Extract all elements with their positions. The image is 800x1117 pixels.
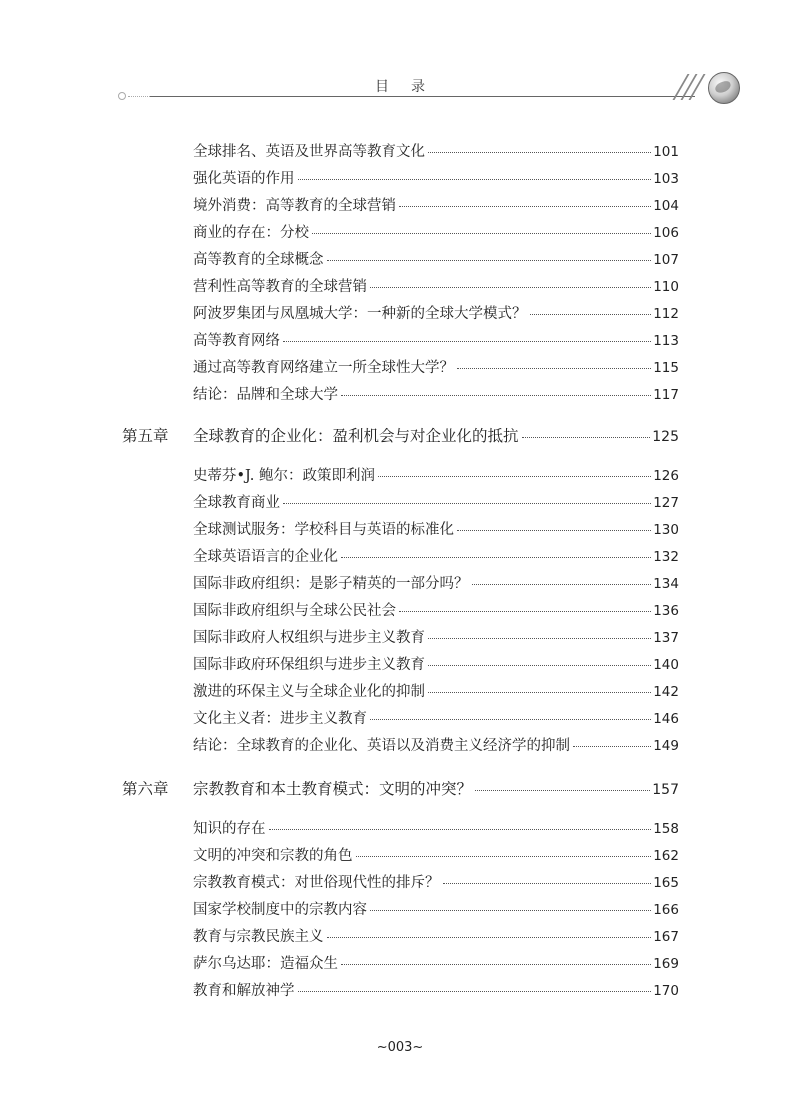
toc-section-entry[interactable]: [193, 518, 679, 539]
dot-leader: [341, 557, 651, 558]
toc-section-entry[interactable]: [193, 653, 679, 674]
toc-page-number: 115: [653, 360, 679, 376]
toc-entry-title: 文明的冲突和宗教的角色: [193, 848, 353, 864]
toc-section-entry[interactable]: [193, 952, 679, 973]
toc-page-number: 140: [653, 657, 679, 673]
toc-section-entry[interactable]: [193, 898, 679, 919]
toc-section-entry[interactable]: [193, 734, 679, 755]
toc-section-entry[interactable]: [193, 275, 679, 296]
toc-section-entry[interactable]: [193, 356, 679, 377]
toc-section-entry[interactable]: [193, 221, 679, 242]
toc-page-number: 117: [653, 387, 679, 403]
dot-leader: [428, 152, 651, 153]
toc-page-number: 106: [653, 225, 679, 241]
toc-section-entry[interactable]: [193, 545, 679, 566]
toc-section-entry[interactable]: [193, 572, 679, 593]
toc-section-entry[interactable]: [193, 626, 679, 647]
dot-leader: [522, 437, 651, 438]
toc-entry-title: 国际非政府环保组织与进步主义教育: [193, 657, 425, 673]
toc-section-entry[interactable]: [193, 599, 679, 620]
toc-entry-title: 宗教教育和本土教育模式：文明的冲突？: [193, 780, 473, 798]
toc-entry-title: 国际非政府人权组织与进步主义教育: [193, 630, 425, 646]
dot-leader: [457, 368, 651, 369]
toc-page-number: 127: [653, 495, 679, 511]
toc-entry-title: 阿波罗集团与凤凰城大学：一种新的全球大学模式？: [193, 306, 527, 322]
toc-page-number: 112: [653, 306, 679, 322]
page-title: 目录: [375, 79, 447, 95]
toc-section-entry[interactable]: [193, 817, 679, 838]
toc-page-number: 170: [653, 983, 679, 999]
toc-entry-title: 营利性高等教育的全球营销: [193, 279, 367, 295]
dot-leader: [298, 179, 652, 180]
dot-leader: [370, 287, 651, 288]
toc-entry-title: 激进的环保主义与全球企业化的抑制: [193, 684, 425, 700]
toc-page-number: 126: [653, 468, 679, 484]
toc-section-entry[interactable]: [193, 140, 679, 161]
toc-section-entry[interactable]: [193, 194, 679, 215]
dot-leader: [283, 341, 651, 342]
dot-leader: [341, 964, 651, 965]
dot-leader: [399, 206, 651, 207]
toc-section-entry[interactable]: [193, 464, 679, 485]
toc-section-entry[interactable]: [193, 844, 679, 865]
toc-page-number: 162: [653, 848, 679, 864]
toc-page-number: 132: [653, 549, 679, 565]
toc-section-entry[interactable]: [193, 248, 679, 269]
dot-leader: [573, 746, 651, 747]
dot-leader: [475, 790, 650, 791]
toc-chapter-entry[interactable]: [122, 777, 679, 799]
toc-page-number: 157: [652, 782, 679, 798]
toc-entry-title: 全球排名、英语及世界高等教育文化: [193, 144, 425, 160]
toc-page-number: 146: [653, 711, 679, 727]
toc-section-entry[interactable]: [193, 979, 679, 1000]
toc-entry-title: 结论：品牌和全球大学: [193, 387, 338, 403]
toc-page-number: 167: [653, 929, 679, 945]
toc-entry-title: 宗教教育模式：对世俗现代性的排斥？: [193, 875, 440, 891]
globe-icon: [708, 72, 740, 104]
toc-entry-title: 知识的存在: [193, 821, 266, 837]
chapter-label: 第五章: [122, 427, 169, 445]
toc-entry-title: 萨尔乌达耶：造福众生: [193, 956, 338, 972]
toc-page-number: 113: [653, 333, 679, 349]
toc-section-entry[interactable]: [193, 383, 679, 404]
toc-page-number: 125: [652, 429, 679, 445]
dot-leader: [341, 395, 651, 396]
dot-leader: [312, 233, 651, 234]
toc-page-number: 104: [653, 198, 679, 214]
dot-leader: [457, 530, 651, 531]
toc-page-number: 130: [653, 522, 679, 538]
toc-section-entry[interactable]: [193, 329, 679, 350]
toc-chapter-entry[interactable]: [122, 424, 679, 446]
toc-section-entry[interactable]: [193, 707, 679, 728]
toc-entry-title: 全球测试服务：学校科目与英语的标准化: [193, 522, 454, 538]
toc-section-entry[interactable]: [193, 302, 679, 323]
toc-section-entry[interactable]: [193, 680, 679, 701]
toc-section-entry[interactable]: [193, 491, 679, 512]
dot-leader: [443, 883, 652, 884]
toc-entry-title: 高等教育网络: [193, 333, 280, 349]
dot-leader: [370, 719, 651, 720]
chapter-label: 第六章: [122, 780, 169, 798]
dot-leader: [530, 314, 652, 315]
toc-page-number: 134: [653, 576, 679, 592]
toc-section-entry[interactable]: [193, 871, 679, 892]
toc-entry-title: 国家学校制度中的宗教内容: [193, 902, 367, 918]
toc-page-number: 165: [653, 875, 679, 891]
dot-leader: [283, 503, 651, 504]
toc-entry-title: 境外消费：高等教育的全球营销: [193, 198, 396, 214]
dot-leader: [428, 638, 651, 639]
toc-page-number: 101: [653, 144, 679, 160]
toc-page-number: 137: [653, 630, 679, 646]
toc-page-number: 166: [653, 902, 679, 918]
toc-entry-title: 全球英语语言的企业化: [193, 549, 338, 565]
dot-leader: [269, 829, 652, 830]
dot-leader: [356, 856, 652, 857]
toc-page-number: 107: [653, 252, 679, 268]
dot-leader: [428, 665, 651, 666]
toc-entry-title: 教育与宗教民族主义: [193, 929, 324, 945]
toc-page-number: 149: [653, 738, 679, 754]
dot-leader: [327, 937, 652, 938]
toc-entry-title: 史蒂芬•J. 鲍尔：政策即利润: [193, 468, 375, 484]
dot-leader: [399, 611, 651, 612]
toc-entry-title: 结论：全球教育的企业化、英语以及消费主义经济学的抑制: [193, 738, 570, 754]
dot-leader: [370, 910, 651, 911]
toc-entry-title: 商业的存在：分校: [193, 225, 309, 241]
toc-page-number: 142: [653, 684, 679, 700]
toc-page-number: 136: [653, 603, 679, 619]
toc-entry-title: 文化主义者：进步主义教育: [193, 711, 367, 727]
toc-entry-title: 国际非政府组织与全球公民社会: [193, 603, 396, 619]
toc-entry-title: 全球教育商业: [193, 495, 280, 511]
dot-leader: [298, 991, 652, 992]
toc-entry-title: 全球教育的企业化：盈利机会与对企业化的抵抗: [193, 427, 519, 445]
toc-entry-title: 高等教育的全球概念: [193, 252, 324, 268]
toc-page-number: 169: [653, 956, 679, 972]
toc-entry-title: 国际非政府组织：是影子精英的一部分吗？: [193, 576, 469, 592]
toc-page-number: 158: [653, 821, 679, 837]
header-rule: [150, 96, 695, 97]
toc-page-number: 103: [653, 171, 679, 187]
toc-entry-title: 教育和解放神学: [193, 983, 295, 999]
dot-leader: [428, 692, 651, 693]
dot-leader: [327, 260, 652, 261]
toc-entry-title: 强化英语的作用: [193, 171, 295, 187]
toc-entry-title: 通过高等教育网络建立一所全球性大学？: [193, 360, 454, 376]
toc-section-entry[interactable]: [193, 925, 679, 946]
dot-leader: [472, 584, 652, 585]
dot-leader: [378, 476, 651, 477]
toc-page-number: 110: [653, 279, 679, 295]
page-number: ~003~: [376, 1040, 424, 1055]
toc-section-entry[interactable]: [193, 167, 679, 188]
